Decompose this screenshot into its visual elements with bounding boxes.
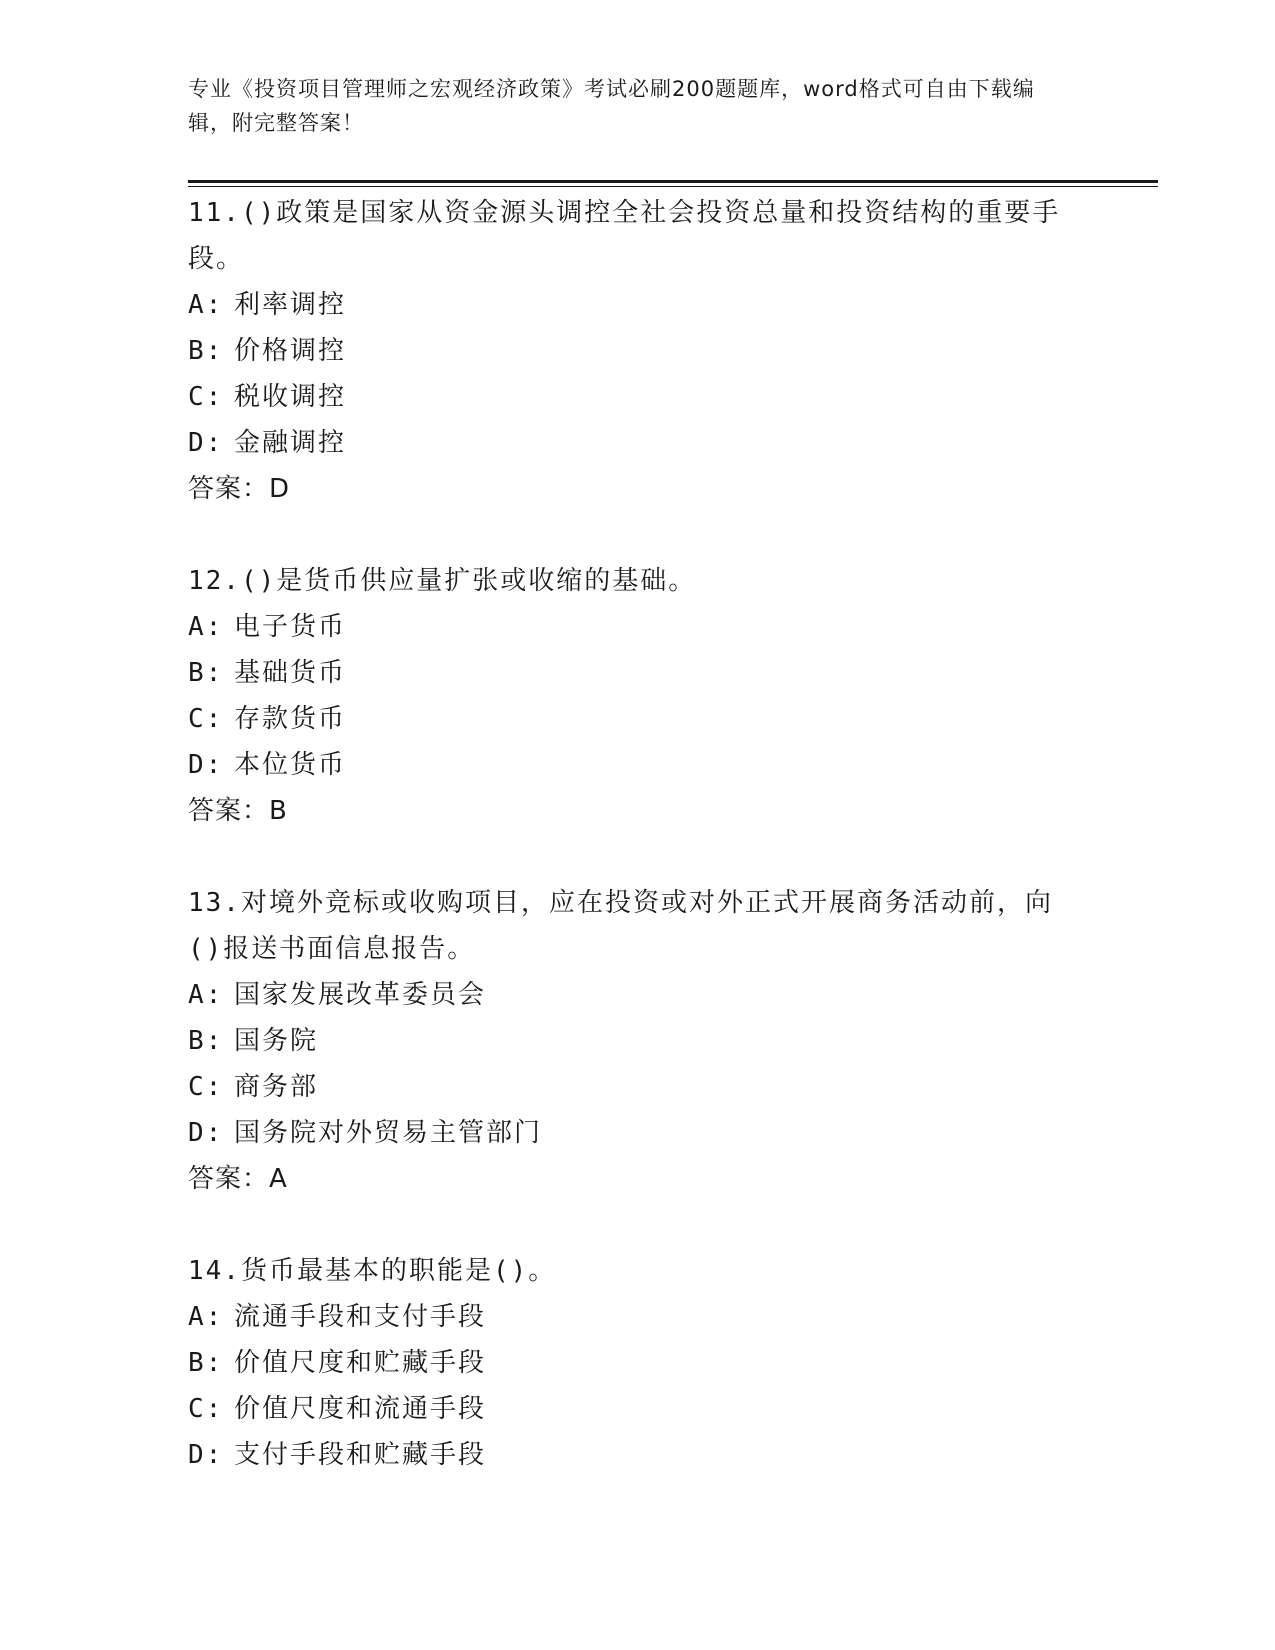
option-c (188, 374, 1158, 420)
option-letter: B: (188, 1026, 224, 1056)
option-b (188, 328, 1158, 374)
question-stem: 13.对境外竞标或收购项目，应在投资或对外正式开展商务活动前，向()报送书面信息报告。 (188, 888, 1053, 964)
option-text: 国务院对外贸易主管部门 (234, 1118, 543, 1148)
option-text: 国家发展改革委员会 (234, 980, 487, 1010)
header-divider-thick (188, 180, 1158, 183)
option-c (188, 1064, 1158, 1110)
option-d (188, 1432, 1158, 1478)
option-c (188, 1386, 1158, 1432)
option-a (188, 1294, 1158, 1340)
option-text: 支付手段和贮藏手段 (234, 1440, 487, 1470)
option-text: 金融调控 (234, 428, 347, 458)
question-stem: 11.()政策是国家从资金源头调控全社会投资总量和投资结构的重要手段。 (188, 198, 1061, 274)
option-letter: D: (188, 750, 224, 780)
option-text: 利率调控 (234, 290, 347, 320)
option-text: 存款货币 (234, 704, 347, 734)
option-d (188, 742, 1158, 788)
option-text: 电子货币 (234, 612, 347, 642)
question-stem: 14.货币最基本的职能是()。 (188, 1256, 557, 1286)
answer-line: 答案：D (188, 474, 291, 504)
option-text: 价值尺度和流通手段 (234, 1394, 487, 1424)
option-text: 价值尺度和贮藏手段 (234, 1348, 487, 1378)
option-c (188, 696, 1158, 742)
option-text: 基础货币 (234, 658, 347, 688)
option-text: 价格调控 (234, 336, 347, 366)
option-letter: A: (188, 290, 224, 320)
option-letter: C: (188, 1072, 224, 1102)
option-text: 本位货币 (234, 750, 347, 780)
option-text: 流通手段和支付手段 (234, 1302, 487, 1332)
option-letter: A: (188, 612, 224, 642)
option-text: 税收调控 (234, 382, 347, 412)
option-letter: C: (188, 704, 224, 734)
option-b (188, 1018, 1158, 1064)
option-a (188, 282, 1158, 328)
question-spacer (188, 1202, 1158, 1248)
option-letter: B: (188, 658, 224, 688)
document-header: 专业《投资项目管理师之宏观经济政策》考试必刷200题题库，word格式可自由下载编辑，附完整答案！ (188, 77, 1035, 135)
option-b (188, 1340, 1158, 1386)
question-13 (188, 880, 1158, 1202)
option-d (188, 1110, 1158, 1156)
option-text: 商务部 (234, 1072, 319, 1102)
option-b (188, 650, 1158, 696)
question-14 (188, 1248, 1158, 1478)
question-spacer (188, 834, 1158, 880)
question-12 (188, 558, 1158, 834)
answer-line: 答案：A (188, 1164, 288, 1194)
option-letter: C: (188, 382, 224, 412)
option-letter: B: (188, 1348, 224, 1378)
answer-line: 答案：B (188, 796, 288, 826)
option-d (188, 420, 1158, 466)
option-letter: C: (188, 1394, 224, 1424)
question-stem: 12.()是货币供应量扩张或收缩的基础。 (188, 566, 697, 596)
option-a (188, 972, 1158, 1018)
question-list (188, 190, 1158, 1478)
header-divider-thin (188, 186, 1158, 187)
option-letter: D: (188, 1118, 224, 1148)
option-text: 国务院 (234, 1026, 319, 1056)
option-letter: D: (188, 1440, 224, 1470)
option-letter: D: (188, 428, 224, 458)
option-a (188, 604, 1158, 650)
question-spacer (188, 512, 1158, 558)
option-letter: A: (188, 980, 224, 1010)
option-letter: B: (188, 336, 224, 366)
question-11 (188, 190, 1158, 512)
option-letter: A: (188, 1302, 224, 1332)
